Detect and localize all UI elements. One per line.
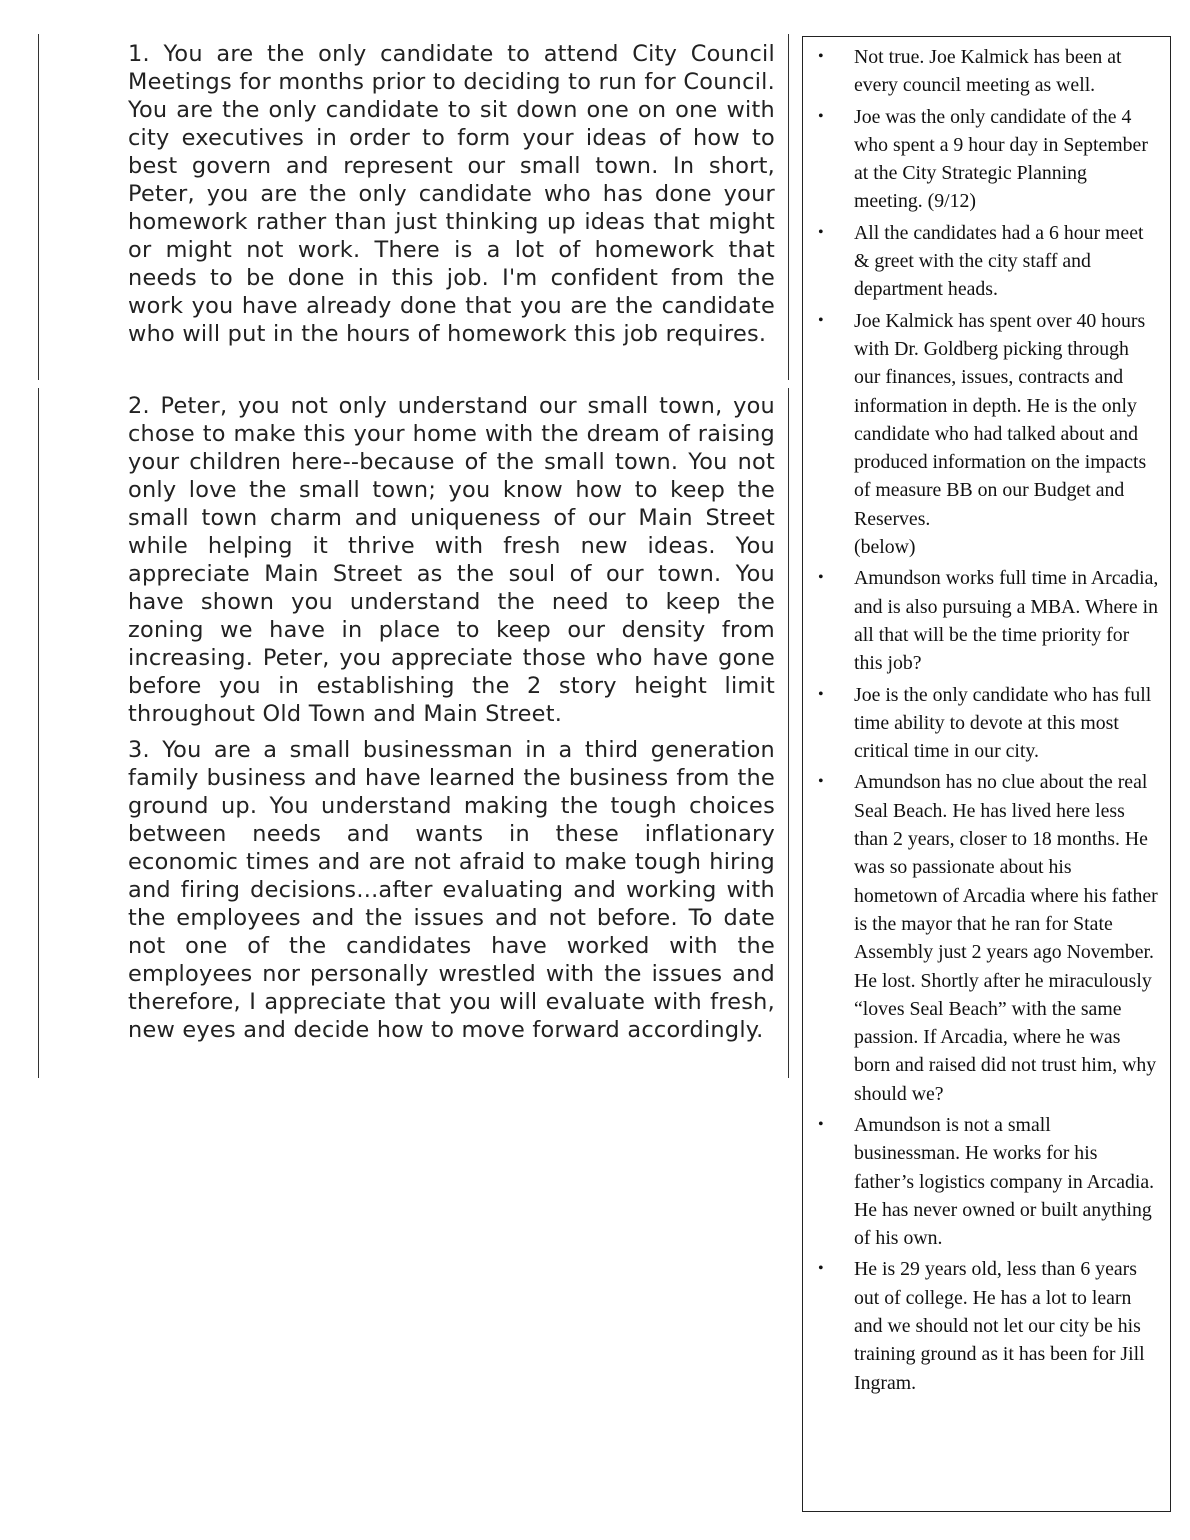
list-item	[803, 681, 1170, 766]
list-item	[803, 103, 1170, 216]
rebuttal-list	[803, 43, 1170, 1400]
bullet-icon: •	[818, 107, 824, 125]
list-item	[803, 307, 1170, 562]
bullet-icon: •	[818, 773, 824, 791]
list-item-text: All the candidates had a 6 hour meet & greet with the city staff and department heads.	[854, 221, 1144, 301]
list-item	[803, 564, 1170, 677]
left-margin-line	[38, 732, 39, 1078]
bullet-icon: •	[818, 223, 824, 241]
paragraph-2: 2. Peter, you not only understand our small town, you chose to make this your home with the dream of raising your children here--because of the small town. You not only love the small town; you know how to keep the small town charm and uniqueness of our Main Street while helping it thrive with fresh new ideas. You appreciate Main Street as the soul of our town. You have shown you understand the need to keep the zoning we have in place to keep our density from increasing. Peter, you appreciate those who have gone before you in establishing the 2 story height limit throughout Old Town and Main Street.	[128, 393, 775, 727]
list-item-text: Amundson is not a small businessman. He works for his father’s logistics company in Arcadia. He has never owned or built anything of his own.	[854, 1113, 1155, 1250]
list-item-text: Joe Kalmick has spent over 40 hours with Dr. Goldberg picking through our finances, issues, contracts and information in depth. He is the only candidate who had talked about and produced information on the impacts of measure BB on our Budget and Reserves.	[854, 309, 1147, 530]
paragraph-1: 1. You are the only candidate to attend City Council Meetings for months prior to deciding to run for Council. You are the only candidate to sit down one on one with city executives in order to form your ideas of how to best govern and represent our small town. In short, Peter, you are the only candidate who has done your homework rather than just thinking up ideas that might or might not work. There is a lot of homework that needs to be done in this job. I'm confident from the work you have already done that you are the candidate who will put in the hours of homework this job requires.	[128, 41, 775, 347]
list-item-text: Joe is the only candidate who has full time ability to devote at this most critical time in our city.	[854, 683, 1152, 763]
list-item	[803, 1255, 1170, 1396]
bullet-icon: •	[818, 1260, 824, 1278]
rebuttal-box	[802, 36, 1171, 1512]
list-item	[803, 768, 1170, 1108]
list-item	[803, 1111, 1170, 1252]
list-item-text: Not true. Joe Kalmick has been at every council meeting as well.	[854, 46, 1122, 97]
paragraph-3: 3. You are a small businessman in a third generation family business and have learned the business from the ground up. You understand making the tough choices between needs and wants in these inflationary economic times and are not afraid to make tough hiring and firing decisions...after evaluating and working with the employees and the issues and not before. To date not one of the candidates have worked with the employees nor personally wrestled with the issues and therefore, I appreciate that you will evaluate with fresh, new eyes and decide how to move forward accordingly.	[128, 737, 775, 1043]
bullet-icon: •	[818, 48, 824, 65]
list-item-text: Joe was the only candidate of the 4 who spent a 9 hour day in September at the City Strategic Planning meeting. (9/12)	[854, 105, 1148, 213]
bullet-icon: •	[818, 569, 824, 587]
left-margin-line	[38, 388, 39, 732]
list-item	[803, 43, 1170, 100]
list-item-note: (below)	[854, 536, 916, 559]
list-item-text: He is 29 years old, less than 6 years out of college. He has a lot to learn and we should not let our city be his training ground as it has been for Jill Ingram.	[854, 1258, 1145, 1394]
right-margin-line	[788, 732, 789, 1078]
bullet-icon: •	[818, 685, 824, 703]
right-margin-line	[788, 388, 789, 732]
bullet-icon: •	[818, 311, 824, 329]
list-item-text: Amundson has no clue about the real Seal Beach. He has lived here less than 2 years, closer to 18 months. He was so passionate about his hometown of Arcadia where his father is the mayor that he ran for State Assembly just 2 years ago November. He lost. Shortly after he miraculously “loves Seal Beach” with the same passion. If Arcadia, where he was born and raised did not trust him, why should we?	[854, 771, 1158, 1105]
list-item	[803, 219, 1170, 304]
left-margin-line	[38, 34, 39, 380]
right-margin-line	[788, 34, 789, 380]
bullet-icon: •	[818, 1115, 824, 1133]
list-item-text: Amundson works full time in Arcadia, and is also pursuing a MBA. Where in all that will be the time priority for this job?	[854, 567, 1159, 675]
